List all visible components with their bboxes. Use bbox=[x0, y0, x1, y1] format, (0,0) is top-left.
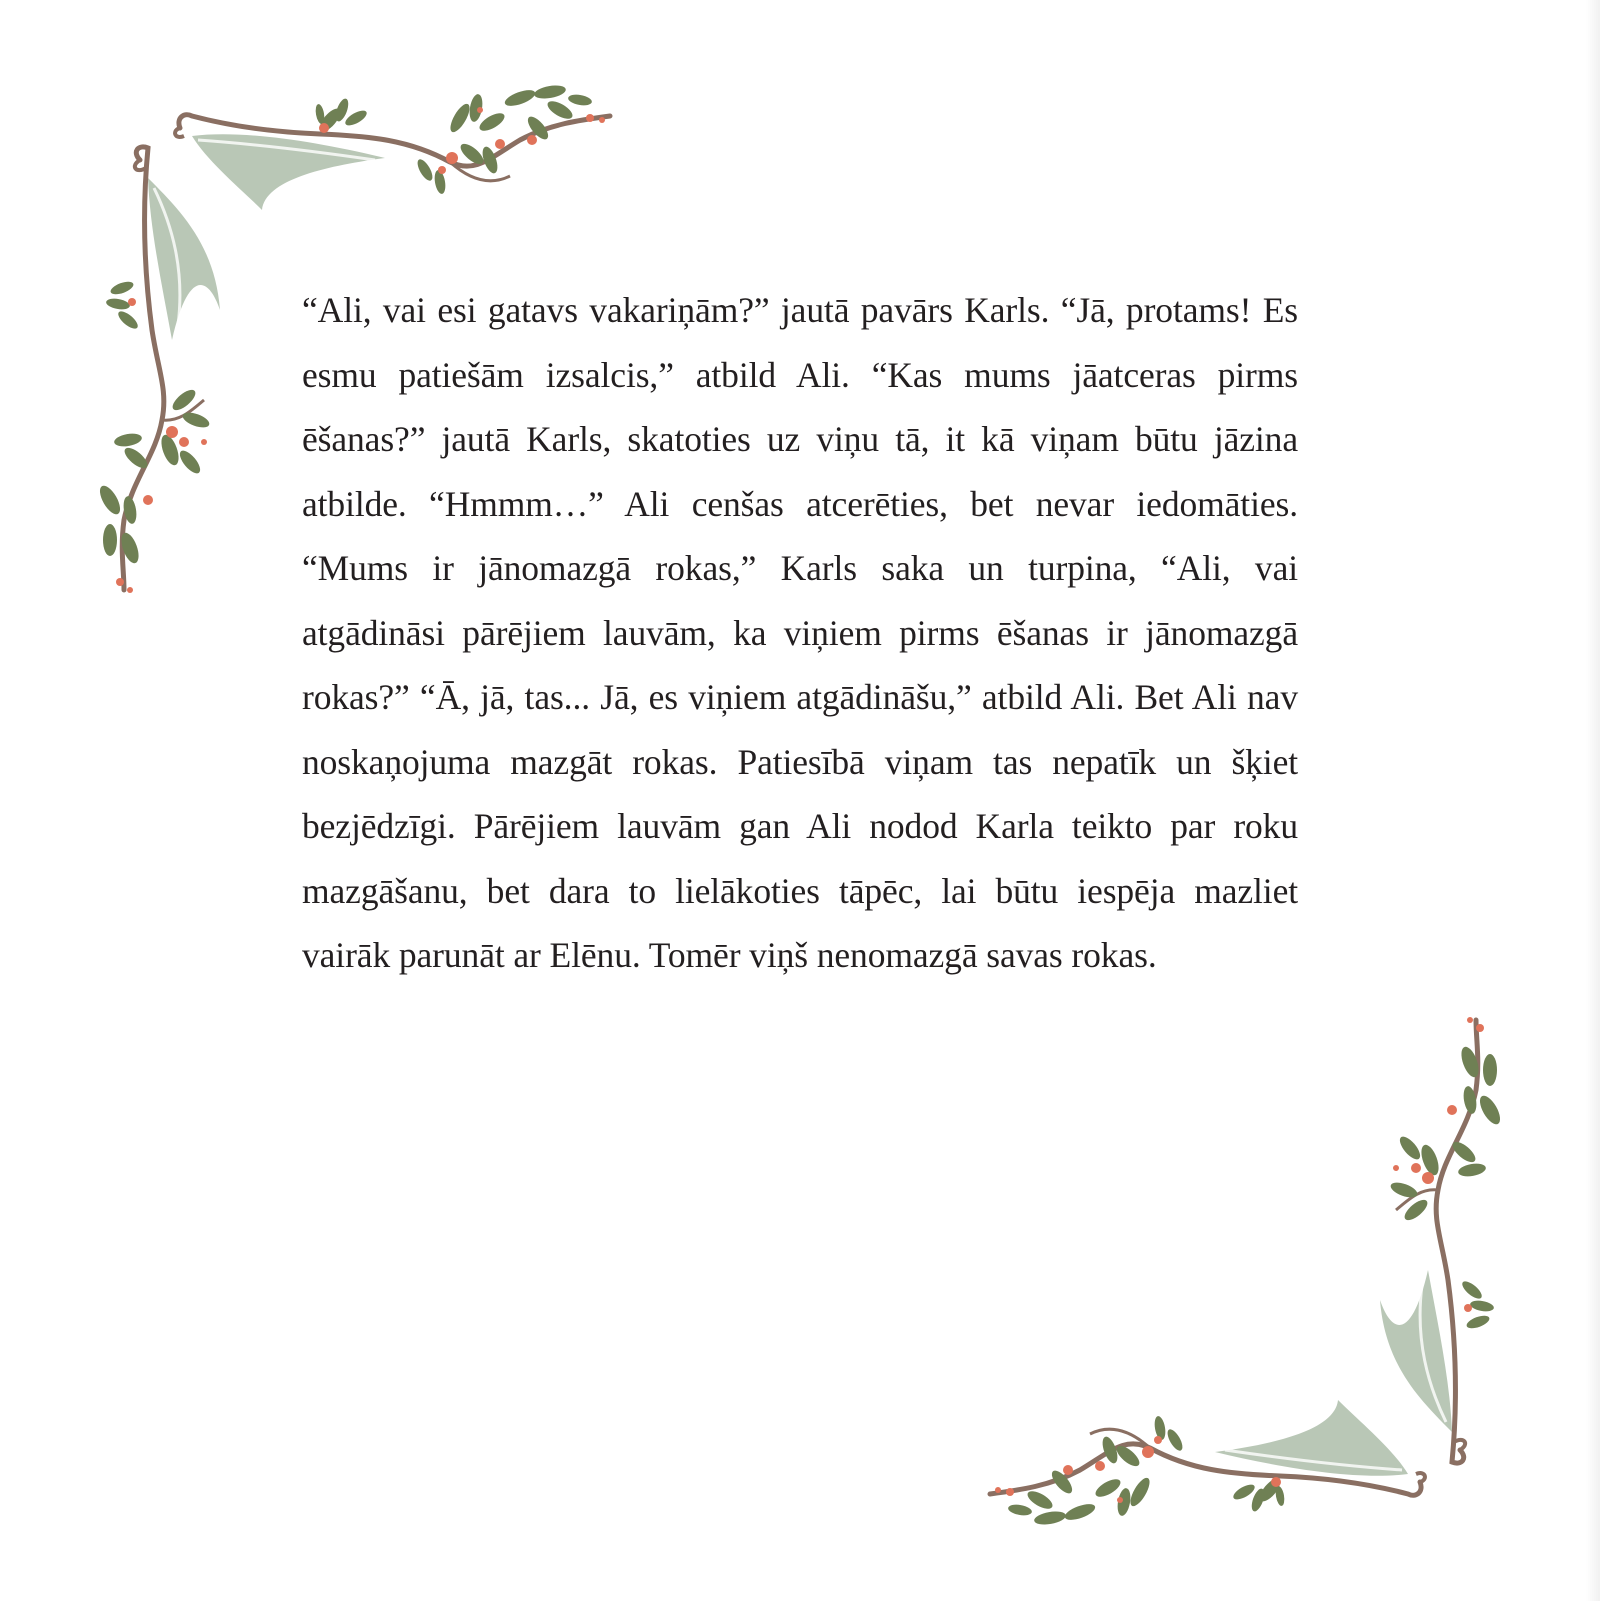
bottom-right-branch-ornament bbox=[960, 980, 1520, 1540]
branch-icon bbox=[990, 1017, 1504, 1527]
story-paragraph: “Ali, vai esi gatavs vakariņām?” jautā pavārs Karls. “Jā, protams! Es esmu patiešām izsalcis,” atbild Ali. “Kas mums jāatceras pirms ēšanas?” jautā Karls, skatoties uz viņu tā, it kā viņam būtu jāzina atbilde. “Hmmm…” Ali cenšas atcerēties, bet nevar iedomāties. “Mums ir jānomazgā rokas,” Karls saka un turpina, “Ali, vai atgādināsi pārējiem lauvām, ka viņiem pirms ēšanas ir jānomazgā rokas?” “Ā, jā, tas... Jā, es viņiem atgādināšu,” atbild Ali. Bet Ali nav noskaņojuma mazgāt rokas. Patiesībā viņam tas nepatīk un šķiet bezjēdzīgi. Pārējiem lauvām gan Ali nodod Karla teikto par roku mazgāšanu, bet dara to lielākoties tāpēc, lai būtu iespēja mazliet vairāk parunāt ar Elēnu. Tomēr viņš nenomazgā savas rokas. bbox=[302, 290, 1298, 975]
page-edge-shadow bbox=[1586, 0, 1600, 1601]
